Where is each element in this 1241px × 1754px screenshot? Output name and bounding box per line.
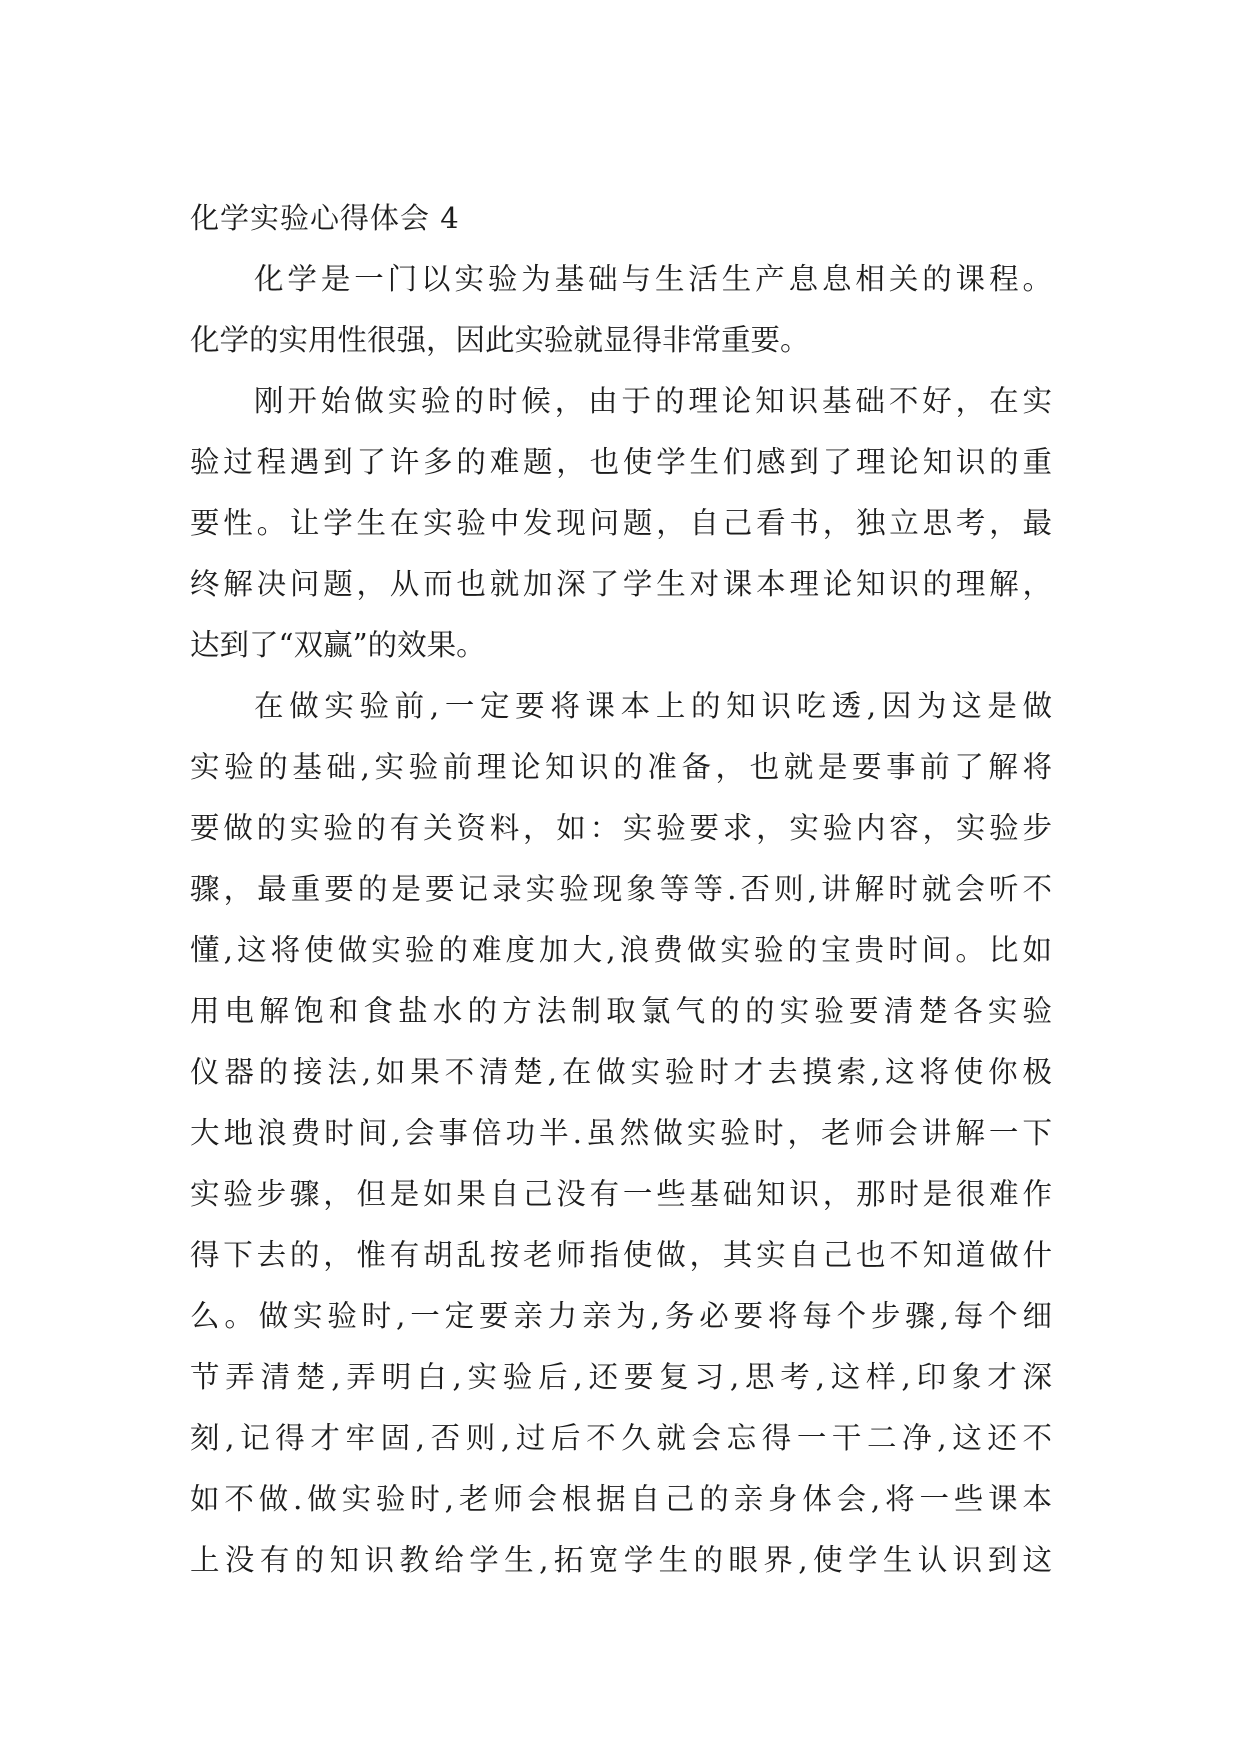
paragraph-3	[190, 676, 1052, 1591]
paragraph-line: 骤，最重要的是要记录实验现象等等.否则,讲解时就会听不	[190, 872, 1052, 906]
paragraph-line: 仪器的接法,如果不清楚,在做实验时才去摸索,这将使你极	[190, 1055, 1052, 1089]
paragraph-line: 刚开始做实验的时候，由于的理论知识基础不好，在实	[254, 384, 1052, 418]
paragraph-line: 化学的实用性很强，因此实验就显得非常重要。	[190, 323, 810, 357]
paragraph-line: 懂,这将使做实验的难度加大,浪费做实验的宝贵时间。比如	[190, 933, 1052, 967]
paragraph-line: 在做实验前,一定要将课本上的知识吃透,因为这是做	[254, 689, 1052, 723]
paragraph-line: 大地浪费时间,会事倍功半.虽然做实验时，老师会讲解一下	[190, 1116, 1052, 1150]
paragraph-line: 要性。让学生在实验中发现问题，自己看书，独立思考，最	[190, 506, 1052, 540]
paragraph-2	[190, 371, 1052, 676]
paragraph-line: 要做的实验的有关资料，如：实验要求，实验内容，实验步	[190, 811, 1052, 845]
document-title: 化学实验心得体会 4	[190, 201, 460, 235]
document-body	[190, 188, 1052, 1591]
paragraph-line: 实验步骤，但是如果自己没有一些基础知识，那时是很难作	[190, 1177, 1052, 1211]
paragraph-line: 实验的基础,实验前理论知识的准备，也就是要事前了解将	[190, 750, 1052, 784]
paragraph-line: 么。做实验时,一定要亲力亲为,务必要将每个步骤,每个细	[190, 1299, 1052, 1333]
paragraph-line: 化学是一门以实验为基础与生活生产息息相关的课程。	[254, 262, 1052, 296]
paragraph-line: 用电解饱和食盐水的方法制取氯气的的实验要清楚各实验	[190, 994, 1052, 1028]
paragraph-line: 验过程遇到了许多的难题，也使学生们感到了理论知识的重	[190, 445, 1052, 479]
paragraph-line: 终解决问题，从而也就加深了学生对课本理论知识的理解，	[190, 567, 1052, 601]
paragraph-line: 得下去的，惟有胡乱按老师指使做，其实自己也不知道做什	[190, 1238, 1052, 1272]
paragraph-line: 达到了“双赢”的效果。	[190, 628, 486, 662]
paragraph-line: 上没有的知识教给学生,拓宽学生的眼界,使学生认识到这	[190, 1543, 1052, 1577]
paragraph-1	[190, 249, 1052, 371]
paragraph-line: 刻,记得才牢固,否则,过后不久就会忘得一干二净,这还不	[190, 1421, 1052, 1455]
paragraph-line: 节弄清楚,弄明白,实验后,还要复习,思考,这样,印象才深	[190, 1360, 1052, 1394]
paragraph-line: 如不做.做实验时,老师会根据自己的亲身体会,将一些课本	[190, 1482, 1052, 1516]
